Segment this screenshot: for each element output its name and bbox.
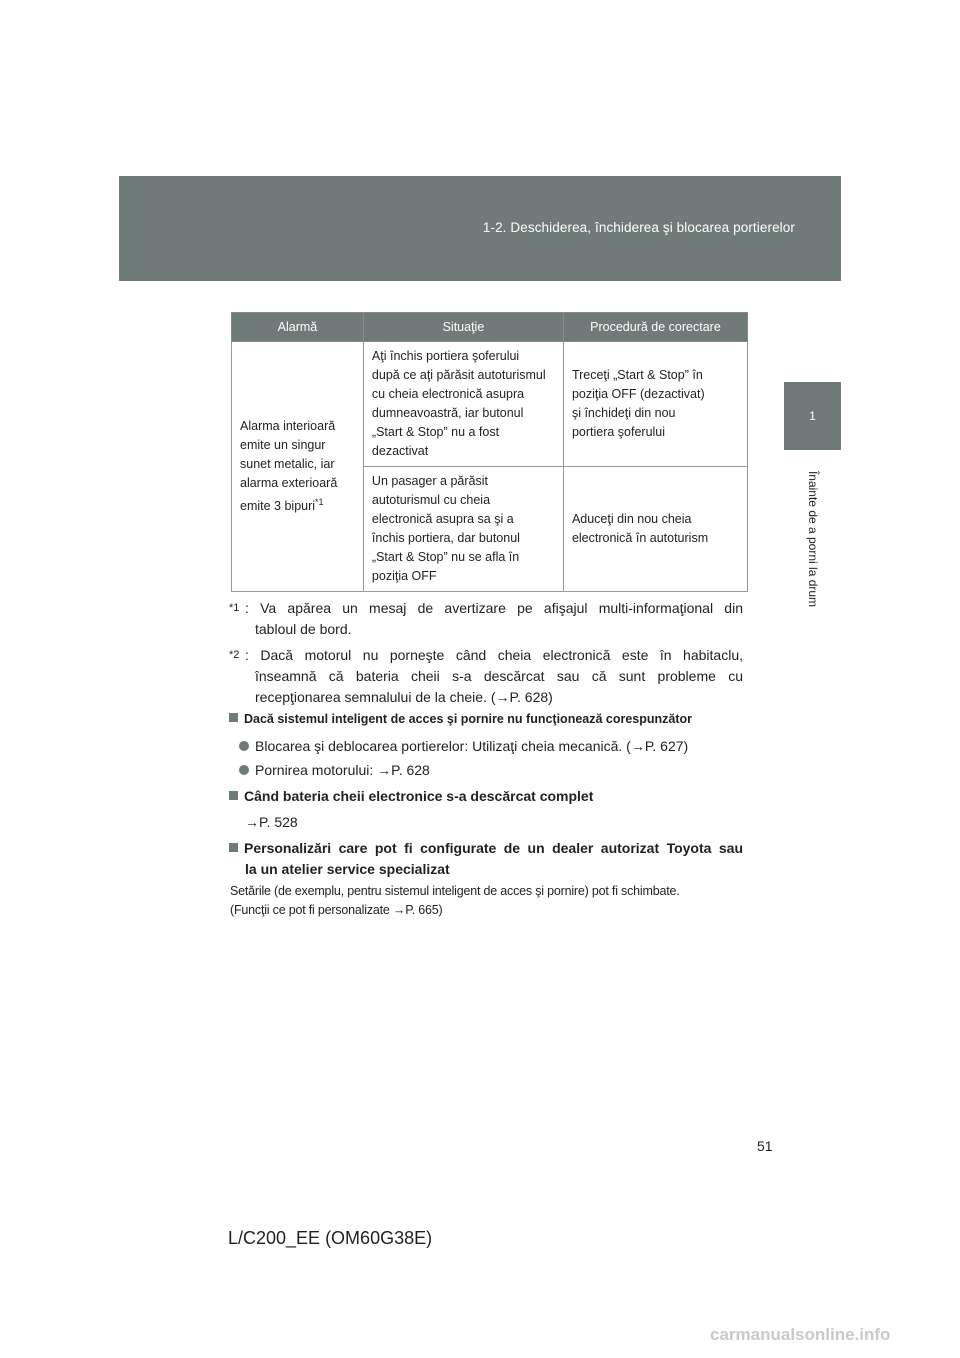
procedure-line: electronică în autoturism [571,531,709,545]
section-heading-battery: Când bateria cheii electronice s-a descărcat complet [229,786,743,807]
section-heading-customization: Personalizări care pot fi configurate de un dealer autorizat Toyota sau la un atelier service specializat [229,838,743,880]
procedure-cell [563,467,747,592]
alarm-table [231,312,748,592]
procedure-line: poziţia OFF (dezactivat) [571,387,705,401]
situation-line: Aţi închis portiera şoferului [371,349,520,363]
square-bullet-icon [229,713,238,722]
round-bullet-icon [239,765,249,775]
list-item: Blocarea şi deblocarea portierelor: Utilizaţi cheia mecanică. (→P. 627) [229,736,753,757]
chapter-label: Înainte de a porni la drum [806,470,820,608]
footnote-line: înseamnă că bateria cheii s-a descărcat sau că sunt probleme cu [255,668,743,684]
footnote-1 [229,598,743,640]
procedure-cell [563,342,747,467]
footnote-ref: *1 [315,496,324,507]
table-header-procedure: Procedură de corectare [563,313,747,342]
table-header-row [232,313,748,342]
procedure-line: Treceţi „Start & Stop” în [571,368,703,382]
footnote-line: : Va apărea un mesaj de avertizare pe afişajul multi-informaţional din [245,600,743,616]
square-bullet-icon [229,843,238,852]
alarm-line: sunet metalic, iar [240,456,335,471]
alarm-line: Alarma interioară [240,418,336,433]
table-header-situation: Situaţie [363,313,563,342]
square-bullet-icon [229,791,238,800]
procedure-line: şi închideţi din nou [571,406,676,420]
situation-cell [363,342,563,467]
situation-line: cu cheia electronică asupra [371,387,525,401]
section-title: 1-2. Deschiderea, închiderea şi blocarea portierelor [482,220,795,235]
page-reference: →P. 528 [245,814,298,830]
chapter-tab: 1 [784,382,841,450]
situation-line: după ce aţi părăsit autoturismul [371,368,546,382]
alarm-line: emite un singur [240,437,326,452]
footnote-line: : Dacă motorul nu porneşte când cheia electronică este în habitaclu, [245,647,743,663]
situation-line: electronică asupra sa şi a [371,512,514,526]
section-heading-smart-key: Dacă sistemul inteligent de acces şi pornire nu funcţionează corespunzător [229,710,743,729]
situation-line: „Start & Stop” nu a fost [371,425,500,439]
procedure-line: Aduceţi din nou cheia [571,512,692,526]
round-bullet-icon [239,741,249,751]
watermark: carmanualsonline.info [710,1325,891,1344]
list-item: Pornirea motorului: →P. 628 [229,760,753,781]
customization-body: Setările (de exemplu, pentru sistemul inteligent de acces şi pornire) pot fi schimbate. (Funcţii ce pot fi personalizate →P. 665) [230,884,680,917]
footnote-2 [229,645,743,708]
document-code: L/C200_EE (OM60G38E) [228,1228,433,1248]
header-band [119,176,841,281]
footnote-mark: *2 [229,649,240,661]
situation-line: dumneavoastră, iar butonul [371,406,524,420]
situation-cell [363,467,563,592]
procedure-line: portiera şoferului [571,425,666,439]
situation-line: Un pasager a părăsit [371,474,488,488]
situation-line: poziţia OFF [371,569,437,583]
alarm-line: emite 3 bipuri [240,499,316,514]
alarm-line: alarma exterioară [240,475,338,490]
situation-line: autoturismul cu cheia [371,493,491,507]
situation-line: „Start & Stop” nu se afla în [371,550,520,564]
footnote-line: tabloul de bord. [255,621,352,637]
footnote-mark: *1 [229,602,240,614]
situation-line: dezactivat [371,444,429,458]
table-row [232,342,748,467]
table-header-alarm: Alarmă [232,313,364,342]
situation-line: închis portiera, dar butonul [371,531,520,545]
footnote-line: recepţionarea semnalului de la cheie. (→P. 628) [255,689,553,705]
page-number: 51 [757,1138,773,1154]
alarm-description-cell [232,342,364,592]
